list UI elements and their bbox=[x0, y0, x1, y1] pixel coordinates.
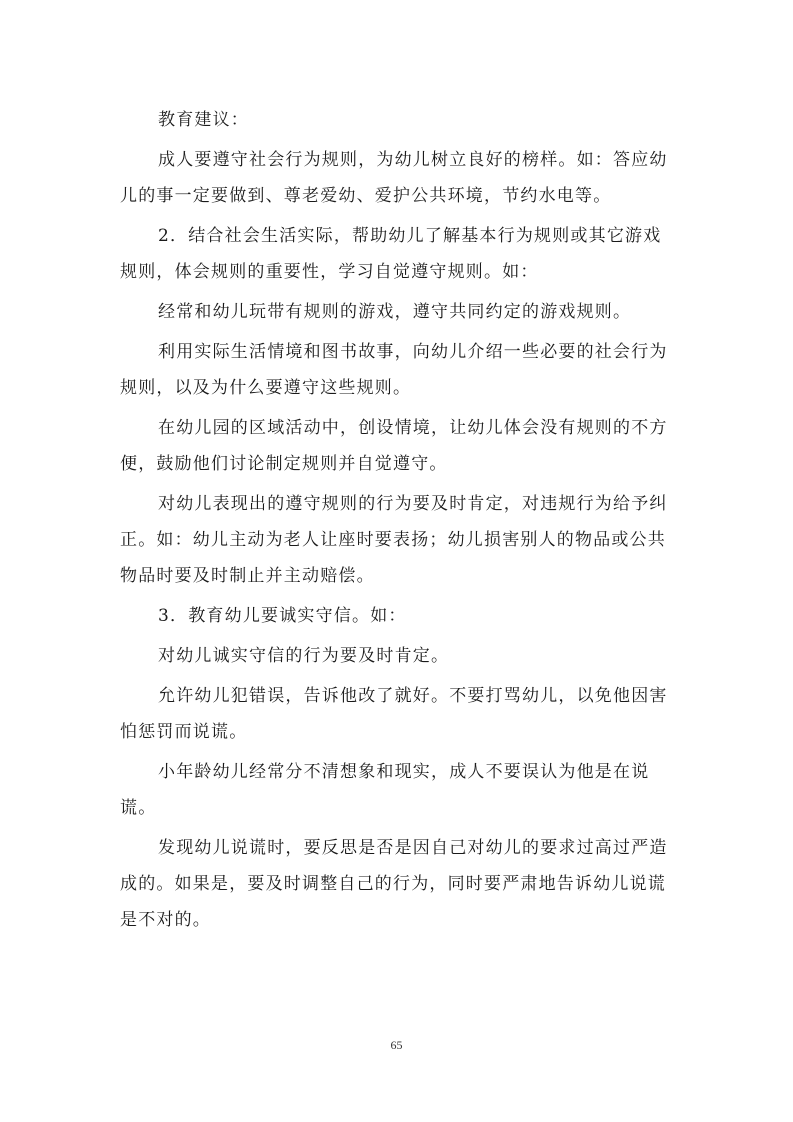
paragraph-line: 经常和幼儿玩带有规则的游戏，遵守共同约定的游戏规则。 bbox=[158, 302, 632, 322]
paragraph bbox=[120, 334, 680, 406]
paragraph bbox=[120, 218, 680, 290]
document-body bbox=[120, 102, 680, 942]
paragraph-line: 正。如：幼儿主动为老人让座时要表扬；幼儿损害别人的物品或公共 bbox=[120, 530, 666, 550]
paragraph-line: 规则，体会规则的重要性，学习自觉遵守规则。如： bbox=[120, 262, 539, 282]
paragraph-line: 物品时要及时制止并主动赔偿。 bbox=[120, 566, 375, 586]
paragraph-line: 规则，以及为什么要遵守这些规则。 bbox=[120, 378, 412, 398]
paragraph-line: 谎。 bbox=[120, 798, 157, 818]
paragraph bbox=[120, 678, 680, 750]
paragraph bbox=[120, 102, 680, 138]
paragraph-line: 允许幼儿犯错误，告诉他改了就好。不要打骂幼儿，以免他因害 bbox=[158, 686, 668, 706]
paragraph-line: 3．教育幼儿要诚实守信。如： bbox=[158, 606, 407, 626]
paragraph bbox=[120, 142, 680, 214]
paragraph-line: 发现幼儿说谎时，要反思是否是因自己对幼儿的要求过高过严造 bbox=[158, 838, 668, 858]
paragraph-line: 对幼儿表现出的遵守规则的行为要及时肯定，对违规行为给予纠 bbox=[158, 494, 668, 514]
paragraph-line: 便，鼓励他们讨论制定规则并自觉遵守。 bbox=[120, 454, 448, 474]
page-number: 65 bbox=[390, 1038, 403, 1052]
paragraph-line: 对幼儿诚实守信的行为要及时肯定。 bbox=[158, 646, 450, 666]
paragraph bbox=[120, 638, 680, 674]
paragraph bbox=[120, 754, 680, 826]
paragraph bbox=[120, 486, 680, 594]
paragraph bbox=[120, 830, 680, 938]
paragraph-line: 成的。如果是，要及时调整自己的行为，同时要严肃地告诉幼儿说谎 bbox=[120, 874, 666, 894]
paragraph bbox=[120, 294, 680, 330]
paragraph-line: 教育建议： bbox=[158, 110, 249, 130]
paragraph-line: 怕惩罚而说谎。 bbox=[120, 722, 248, 742]
paragraph-line: 2．结合社会生活实际，帮助幼儿了解基本行为规则或其它游戏 bbox=[158, 226, 662, 246]
paragraph-line: 儿的事一定要做到、尊老爱幼、爱护公共环境，节约水电等。 bbox=[120, 186, 612, 206]
paragraph-line: 成人要遵守社会行为规则，为幼儿树立良好的榜样。如：答应幼 bbox=[158, 150, 668, 170]
paragraph-line: 小年龄幼儿经常分不清想象和现实，成人不要误认为他是在说 bbox=[158, 762, 650, 782]
paragraph-line: 是不对的。 bbox=[120, 910, 211, 930]
paragraph bbox=[120, 598, 680, 634]
paragraph bbox=[120, 410, 680, 482]
paragraph-line: 在幼儿园的区域活动中，创设情境，让幼儿体会没有规则的不方 bbox=[158, 418, 668, 438]
paragraph-line: 利用实际生活情境和图书故事，向幼儿介绍一些必要的社会行为 bbox=[158, 342, 668, 362]
